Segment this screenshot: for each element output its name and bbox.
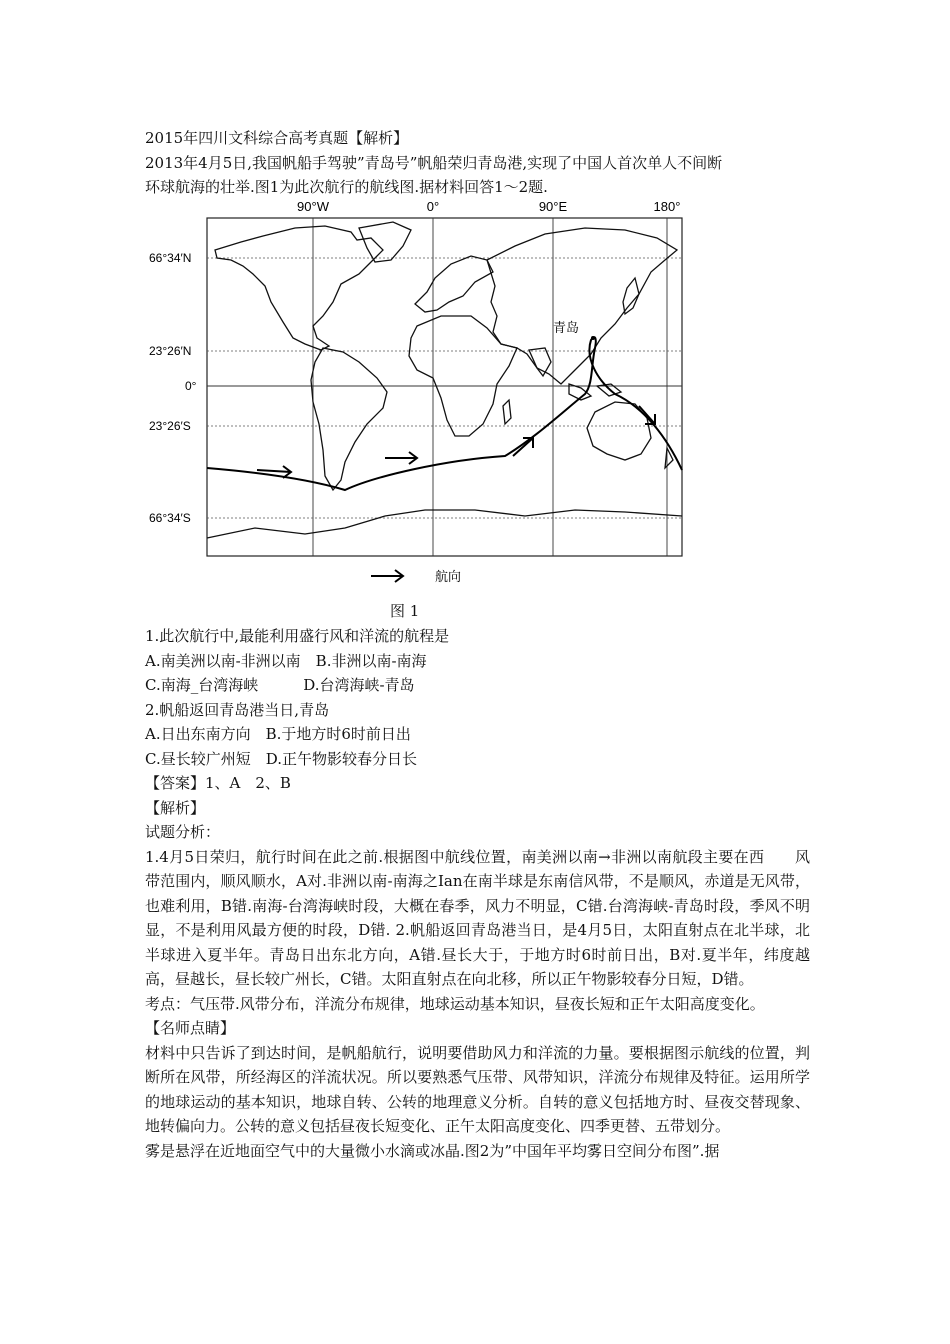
lat-label-23s: 23°26′S (149, 419, 191, 433)
question-1-options-ab: A.南美洲以南-非洲以南 B.非洲以南-南海 (145, 651, 427, 670)
lat-label-23n: 23°26′N (149, 344, 192, 358)
lon-label-90w: 90°W (297, 199, 329, 214)
question-2: 2.帆船返回青岛港当日,青岛 (145, 700, 330, 719)
intro-line-1: 2013年4月5日,我国帆船手驾驶”青岛号”帆船荣归青岛港,实现了中国人首次单人不间断 (145, 153, 723, 172)
question-1-options-cd: C.南海_台湾海峡 D.台湾海峡-青岛 (145, 676, 415, 694)
fog-intro-line: 雾是悬浮在近地面空气中的大量微小水滴或冰晶.图2为”中国年平均雾日空间分布图”.据 (145, 1141, 720, 1160)
questions-and-answers (145, 624, 810, 1163)
lon-label-180: 180° (653, 199, 681, 214)
document-header (145, 126, 810, 200)
map-frame (207, 218, 682, 556)
legend-arrow (371, 570, 403, 582)
route-map-figure (145, 198, 685, 596)
lat-label-66s: 66°34′S (149, 511, 191, 525)
answer-line: 【答案】1、A 2、B (145, 774, 291, 792)
figure-caption: 图 1 (390, 602, 420, 620)
route-line (207, 337, 682, 490)
lat-label-eq: 0° (185, 379, 197, 393)
parallels (207, 258, 682, 518)
world-map-svg (145, 198, 685, 596)
qingdao-marker (591, 336, 595, 340)
continent-outlines (207, 222, 682, 538)
analysis-body: 1.4月5日荣归，航行时间在此之前.根据图中航线位置，南美洲以南→非洲以南航段主要在西 风带范围内，顺风顺水，A对.非洲以南-南海之Ian在南半球是东南信风带，不是顺风，赤道是无风带，也难利用，B错.南海-台湾海峡时段，大概在春季，风力不明显，C错.台湾海峡-青岛时段，季风不明显，不是利用风最方便的时段，D错. 2.帆船返回青岛港当日，是4月5日，太阳直射点在北半球，北半球进入夏半年。青岛日出东北方向，A错.昼长大于，于地方时6时前日出，B对.夏半年，纬度越高，昼越长，昼长较广州长，C错。太阳直射点在向北移，所以正午物影较春分日短，D错。 (145, 847, 810, 988)
doc-title: 2015年四川文科综合高考真题【解析】 (145, 129, 409, 147)
analysis-label: 试题分析： (145, 823, 221, 841)
question-2-options-cd: C.昼长较广州短 D.正午物影较春分日长 (145, 749, 417, 768)
city-label-qingdao: 青岛 (553, 320, 580, 335)
intro-line-2: 环球航海的壮举.图1为此次航行的航线图.据材料回答1～2题. (145, 178, 548, 196)
kaodian-line: 考点：气压带.风带分布，洋流分布规律，地球运动基本知识，昼夜长短和正午太阳高度变化。 (145, 994, 765, 1013)
analysis-heading: 【解析】 (145, 798, 206, 817)
question-2-options-ab: A.日出东南方向 B.于地方时6时前日出 (145, 725, 411, 743)
lon-label-90e: 90°E (538, 199, 568, 214)
question-1: 1.此次航行中,最能利用盛行风和洋流的航程是 (145, 627, 450, 645)
lon-label-0: 0° (426, 199, 440, 214)
legend-label: 航向 (435, 569, 462, 584)
tips-heading: 【名师点睛】 (145, 1019, 236, 1037)
lat-label-66n: 66°34′N (149, 251, 192, 265)
tips-body: 材料中只告诉了到达时间，是帆船航行，说明要借助风力和洋流的力量。要根据图示航线的位置，判断所在风带，所经海区的洋流状况。所以要熟悉气压带、风带知识，洋流分布规律及特征。运用所学的地球运动的基本知识，地球自转、公转的地理意义分析。自转的意义包括地方时、昼夜交替现象、地转偏向力。公转的意义包括昼夜长短变化、正午太阳高度变化、四季更替、五带划分。 (145, 1043, 810, 1135)
